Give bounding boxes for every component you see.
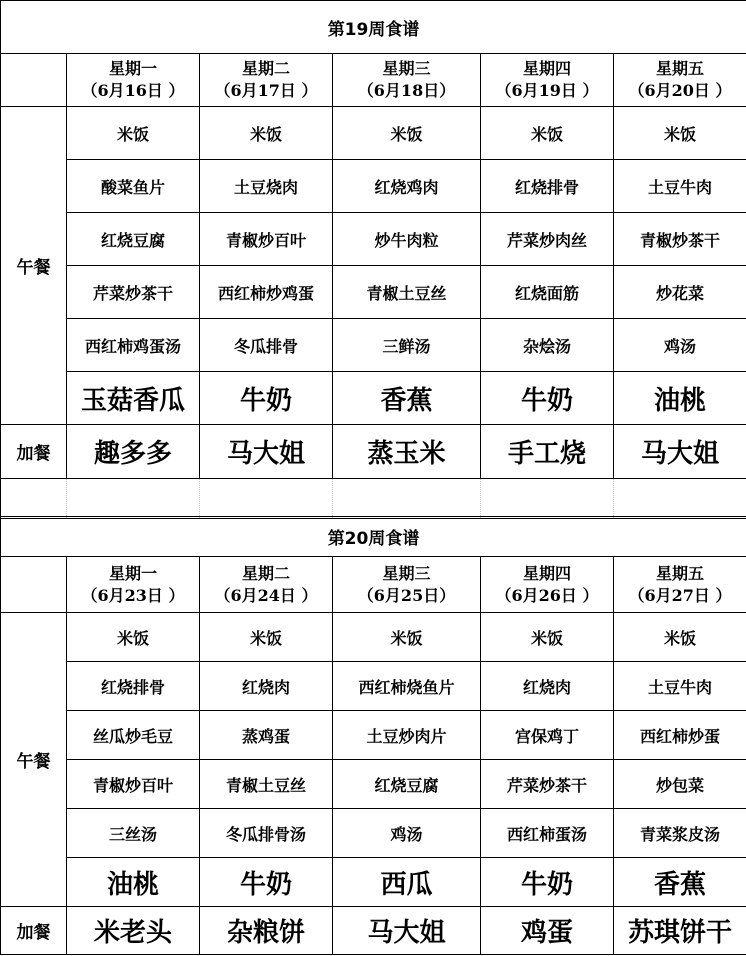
week19-title: 第19周食谱: [1, 1, 746, 54]
fruit-cell: 牛奶: [481, 372, 614, 425]
week19-corner-cell: [1, 54, 67, 107]
day-date: （6月25日）: [357, 585, 456, 605]
menu-cell: 芹菜炒茶干: [481, 760, 614, 809]
day-name: 星期五: [656, 563, 705, 583]
menu-cell: 芹菜炒肉丝: [481, 213, 614, 266]
snack-cell: 马大姐: [200, 425, 333, 479]
menu-cell: 红烧豆腐: [333, 760, 481, 809]
week19-day-5: [614, 54, 746, 107]
fruit-cell: 玉菇香瓜: [67, 372, 200, 425]
menu-cell: 炒包菜: [614, 760, 746, 809]
menu-cell: 米饭: [614, 107, 746, 160]
week20-day-5: [614, 557, 746, 613]
menu-cell: 土豆牛肉: [614, 662, 746, 711]
menu-cell: 红烧面筋: [481, 266, 614, 319]
menu-cell: 芹菜炒茶干: [67, 266, 200, 319]
day-name: 星期三: [382, 563, 431, 583]
menu-cell: 西红柿蛋汤: [481, 809, 614, 858]
menu-cell: 丝瓜炒毛豆: [67, 711, 200, 760]
week20-lunch-label: 午餐: [1, 613, 67, 907]
week19-day-2: [200, 54, 333, 107]
day-name: 星期一: [108, 59, 157, 78]
menu-cell: 鸡汤: [614, 319, 746, 372]
menu-cell: 青椒炒百叶: [67, 760, 200, 809]
spacer-cell: [333, 479, 481, 519]
day-date: （6月26日 ）: [495, 585, 599, 605]
menu-cell: 鸡汤: [333, 809, 481, 858]
spacer-cell: [1, 479, 67, 519]
menu-cell: 蒸鸡蛋: [200, 711, 333, 760]
day-name: 星期二: [241, 59, 290, 78]
week19-day-1: [67, 54, 200, 107]
fruit-cell: 牛奶: [200, 858, 333, 907]
day-date: （6月16日 ）: [81, 81, 185, 100]
menu-cell: 米饭: [333, 613, 481, 662]
menu-cell: 三丝汤: [67, 809, 200, 858]
week20-title: 第20周食谱: [1, 517, 746, 557]
snack-cell: 蒸玉米: [333, 425, 481, 479]
day-date: （6月23日 ）: [81, 585, 185, 605]
menu-cell: 冬瓜排骨: [200, 319, 333, 372]
snack-cell: 鸡蛋: [481, 907, 614, 955]
menu-cell: 米饭: [481, 613, 614, 662]
day-date: （6月17日 ）: [214, 81, 318, 100]
day-date: （6月27日 ）: [628, 585, 732, 605]
fruit-cell: 油桃: [67, 858, 200, 907]
snack-cell: 趣多多: [67, 425, 200, 479]
week20-menu-table: [0, 516, 746, 955]
snack-cell: 手工烧: [481, 425, 614, 479]
fruit-cell: 油桃: [614, 372, 746, 425]
menu-cell: 宫保鸡丁: [481, 711, 614, 760]
menu-cell: 西红柿烧鱼片: [333, 662, 481, 711]
menu-cell: 土豆牛肉: [614, 160, 746, 213]
fruit-cell: 香蕉: [333, 372, 481, 425]
menu-cell: 青椒炒茶干: [614, 213, 746, 266]
day-name: 星期二: [241, 563, 290, 583]
menu-cell: 青椒土豆丝: [333, 266, 481, 319]
snack-cell: 杂粮饼: [200, 907, 333, 955]
week19-snack-label: 加餐: [1, 425, 67, 479]
week20-day-2: [200, 557, 333, 613]
snack-cell: 米老头: [67, 907, 200, 955]
spacer-cell: [67, 479, 200, 519]
menu-cell: 米饭: [333, 107, 481, 160]
fruit-cell: 香蕉: [614, 858, 746, 907]
week19-day-4: [481, 54, 614, 107]
menu-cell: 红烧肉: [200, 662, 333, 711]
day-name: 星期四: [522, 563, 571, 583]
week19-day-3: [333, 54, 481, 107]
fruit-cell: 牛奶: [481, 858, 614, 907]
menu-cell: 西红柿炒鸡蛋: [200, 266, 333, 319]
fruit-cell: 西瓜: [333, 858, 481, 907]
spacer-cell: [614, 479, 746, 519]
spacer-row: [1, 479, 746, 519]
week20-day-4: [481, 557, 614, 613]
day-name: 星期三: [382, 59, 431, 78]
menu-cell: 青椒炒百叶: [200, 213, 333, 266]
week20-snack-label: 加餐: [1, 907, 67, 955]
menu-cell: 红烧排骨: [481, 160, 614, 213]
menu-cell: 土豆烧肉: [200, 160, 333, 213]
day-name: 星期四: [522, 59, 571, 78]
day-name: 星期五: [656, 59, 705, 78]
snack-cell: 马大姐: [614, 425, 746, 479]
menu-cell: 红烧鸡肉: [333, 160, 481, 213]
week19-lunch-label: 午餐: [1, 107, 67, 425]
menu-cell: 米饭: [200, 107, 333, 160]
menu-cell: 西红柿炒蛋: [614, 711, 746, 760]
menu-cell: 米饭: [67, 613, 200, 662]
menu-cell: 冬瓜排骨汤: [200, 809, 333, 858]
menu-cell: 土豆炒肉片: [333, 711, 481, 760]
menu-cell: 青菜浆皮汤: [614, 809, 746, 858]
menu-cell: 红烧豆腐: [67, 213, 200, 266]
menu-cell: 炒牛肉粒: [333, 213, 481, 266]
menu-cell: 米饭: [200, 613, 333, 662]
day-date: （6月18日）: [357, 81, 456, 100]
snack-cell: 马大姐: [333, 907, 481, 955]
menu-cell: 米饭: [614, 613, 746, 662]
menu-cell: 杂烩汤: [481, 319, 614, 372]
spacer-cell: [200, 479, 333, 519]
fruit-cell: 牛奶: [200, 372, 333, 425]
day-date: （6月20日 ）: [628, 81, 732, 100]
menu-cell: 酸菜鱼片: [67, 160, 200, 213]
menu-cell: 炒花菜: [614, 266, 746, 319]
week20-day-1: [67, 557, 200, 613]
day-name: 星期一: [108, 563, 157, 583]
menu-cell: 米饭: [481, 107, 614, 160]
menu-cell: 红烧肉: [481, 662, 614, 711]
day-date: （6月24日 ）: [214, 585, 318, 605]
spacer-cell: [481, 479, 614, 519]
menu-cell: 米饭: [67, 107, 200, 160]
menu-cell: 红烧排骨: [67, 662, 200, 711]
snack-cell: 苏琪饼干: [614, 907, 746, 955]
menu-cell: 三鲜汤: [333, 319, 481, 372]
day-date: （6月19日 ）: [495, 81, 599, 100]
menu-cell: 青椒土豆丝: [200, 760, 333, 809]
week20-corner-cell: [1, 557, 67, 613]
menu-cell: 西红柿鸡蛋汤: [67, 319, 200, 372]
week20-day-3: [333, 557, 481, 613]
